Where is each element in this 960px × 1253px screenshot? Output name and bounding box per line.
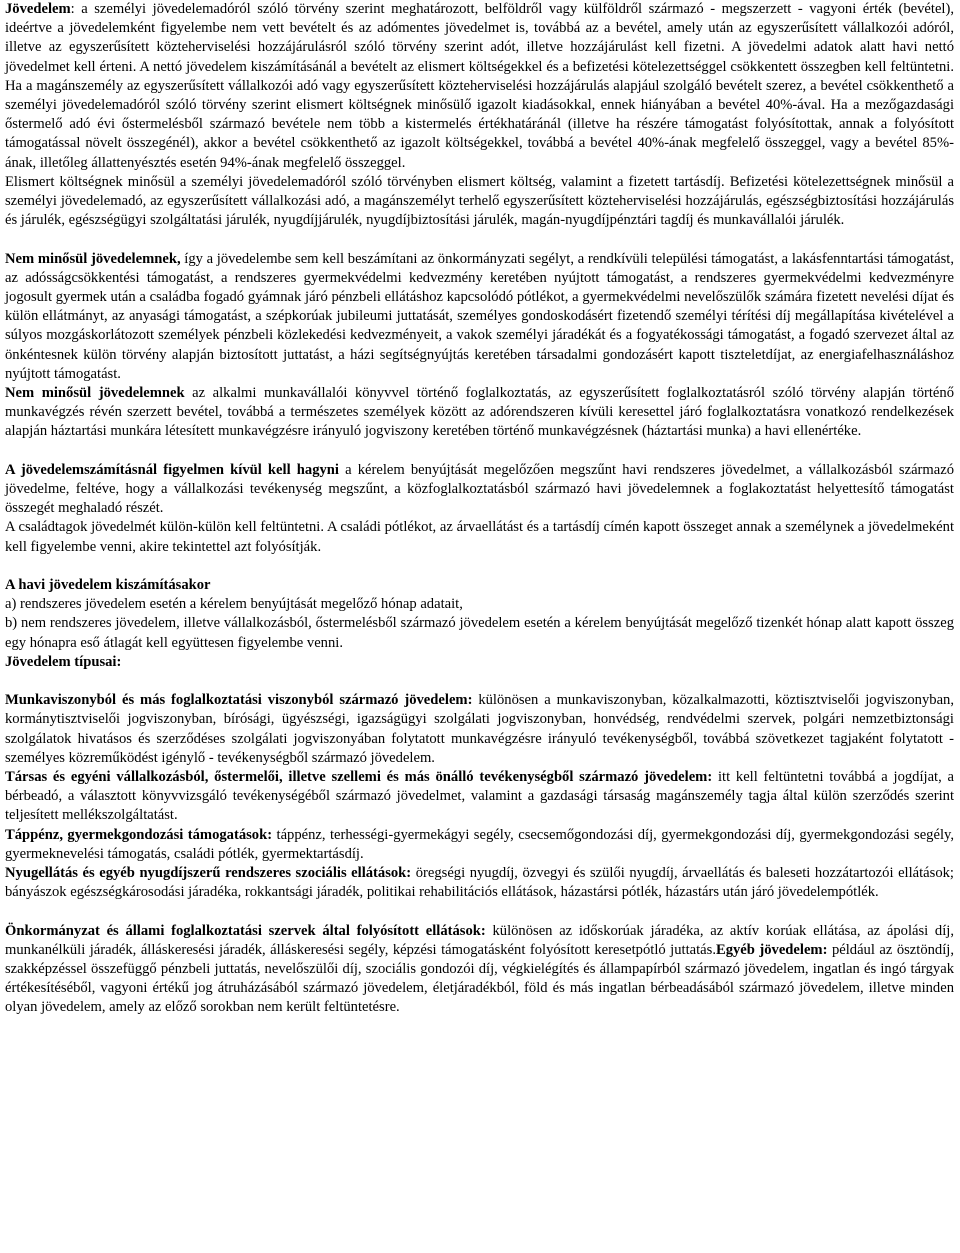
spacer [5,902,954,921]
tipus-egyeb-term: Egyéb jövedelem: [715,941,828,958]
tipus-nyugellatas-term: Nyugellátás és egyéb nyugdíjszerű rendszeres szociális ellátások: [5,865,412,882]
jovedelem-body: : a személyi jövedelemadóról szóló törvény szerint meghatározott, belföldről vagy külföldről származó - megszerzett - vagyoni érték (bevétel), ideértve a jövedelemként figyelembe nem vett bevételt és az adómentes jövedelmet is, továbbá az a bevétel, amely után az egyszerűsített vállalkozói adóról, illetve az egyszerűsített közteherviselési hozzájárulásról szóló törvény szerint adót, illetve hozzájárulást kell fizetni. A jövedelmi adatok alatt havi nettó jövedelmet kell érteni. A nettó jövedelem kiszámításánál a bevételt az elismert költségekkel és a befizetési kötelezettséggel csökkentett összegben kell feltüntetni. Ha a magánszemély az egyszerűsített vállalkozói adó vagy egyszerűsített közteherviselési hozzájárulás alapjául szolgáló bevételt szerez, a bevétel csökkenthető a személyi jövedelemadóról szóló törvény szerint elismert költségnek minősülő igazolt kiadásokkal, ennek hiányában a bevétel 40%-ával. Ha a mezőgazdasági őstermelő adó évi őstermelésből származó bevétele nem több a kistermelés értékhatáránál (illetve ha részére támogatást folyósítottak, annak a folyósított támogatással növelt összegénél), akkor a bevétel csökkenthető az igazolt költségekkel, továbbá a bevétel 40%-ának megfelelő összeggel, vagy a bevétel 85%-ának, illetőleg állattenyésztés esetén 94%-ának megfelelő összeggel. [5,1,954,171]
nem-minosul-term-2: Nem minősül jövedelemnek [5,385,185,402]
tipus-tappenz-term: Táppénz, gyermekgondozási támogatások: [5,826,273,843]
tipus-munkaviszony-term: Munkaviszonyból és más foglalkoztatási viszonyból származó jövedelem: [5,692,473,709]
nem-minosul-term-1: Nem minősül jövedelemnek, [5,250,181,267]
tipus-vallalkozas [5,768,954,826]
nem-minosul-body-2: az alkalmi munkavállalói könyvvel történő foglalkoztatás, az egyszerűsített foglalkoztatásról szóló törvény alapján történő munkavégzés révén szerzett bevétel, továbbá a természetes személyek között az adórendszeren kívüli keresettel járó foglalkoztatásra vonatkozó rendelkezések alapján háztartási munkára létesített munkavégzésre irányuló jogviszony keretében történő munkavégzésnek (háztartási munka) a havi ellenértéke. [5,385,955,440]
tipus-onkormanyzat-term: Önkormányzat és állami foglalkoztatási szervek által folyósított ellátások: [5,922,486,939]
figyelmen-kivul-term: A jövedelemszámításnál figyelmen kívül kell hagyni [5,461,339,478]
spacer [5,557,954,576]
figyelmen-kivul-body: a kérelem benyújtását megelőzően megszűnt havi rendszeres jövedelmet, a vállalkozásból származó jövedelme, feltéve, hogy a vállalkozási tevékenység megszűnt, a közfoglalkoztatásból származó havi jövedelemnek a foglakoztatást helyettesítő támogatást összegét meghaladó részét. [5,461,955,517]
tipus-nyugellatas-body: öregségi nyugdíj, özvegyi és szülői nyugdíj, árvaellátás és baleseti hozzátartozói ellátások; bányászok egészségkárosodási járadéka, rokkantsági járadék, politikai rehabilitációs ellátások, házastársi pótlék, házastárs után járó jövedelempótlék. [5,865,954,901]
tipus-vallalkozas-term: Társas és egyéni vállalkozásból, őstermelői, illetve szellemi és más önálló tevékenységből származó jövedelem: [5,769,713,786]
tipus-onkormanyzat-egyeb [5,922,954,1018]
jovedelem-definition [5,0,954,173]
tipus-egyeb-body: például az ösztöndíj, szakképzéssel összefüggő pénzbeli juttatás, nevelőszülői díj, szociális gondozói díj, végkielégítés és állampapírból származó jövedelem, ingatlan és ingó tárgyak értékesítéséből, vagyoni értékű jog átruházásából származó jövedelem, életjáradékból, föld és más ingatlan bérbeadásából származó jövedelem, illetve minden olyan jövedelem, amely az előző sorokban nem került feltüntetésre. [5,941,954,1016]
tipus-tappenz-body: táppénz, terhességi-gyermekágyi segély, csecsemőgondozási díj, gyermekgondozási díj, gyermekgondozási segély, gyermeknevelési támogatás, családi pótlék, gyermektartásdíj. [5,826,954,862]
jovedelem-tipusai-title: Jövedelem típusai: [5,653,122,670]
spacer [5,230,954,249]
tipus-munkaviszony [5,691,954,768]
nem-minosul-paragraph-2 [5,384,954,442]
jovedelem-tipusai-heading [5,653,954,672]
tipus-nyugellatas [5,864,954,902]
spacer [5,672,954,691]
elismert-koltseg-paragraph: Elismert költségnek minősül a személyi jövedelemadóról szóló törvényben elismert költség, valamint a fizetett tartásdíj. Befizetési kötelezettségnek minősül a személyi jövedelemadó, az egyszerűsített vállalkozási adó, a magánszemélyt terhelő egyszerűsített közteherviselési hozzájárulás, egészségbiztosítási hozzájárulás és járulék, egészségügyi szolgáltatási járulék, nyugdíjjárulék, nyugdíjbiztosítási járulék, magán-nyugdíjpénztári tagdíj és munkavállalói járulék. [5,173,954,229]
havi-jovedelem-item-b: b) nem rendszeres jövedelem, illetve vállalkozásból, őstermelésből származó jövedelem esetén a kérelem benyújtását megelőző tizenkét hónap alatt kapott összeg egy hónapra eső átlagát kell együttesen figyelembe venni. [5,615,954,651]
havi-jovedelem-heading [5,576,954,595]
tipus-vallalkozas-body: itt kell feltüntetni továbbá a jogdíjat, a bérbeadó, a választott könyvvizsgáló tevékenységéből származó jövedelmet, valamint a gazdasági társaság magánszemély tagja által külön szerződés szerint teljesített mellékszolgáltatást. [5,769,954,824]
spacer [5,442,954,461]
jovedelem-term: Jövedelem [5,1,71,17]
havi-jovedelem-list [5,595,954,653]
csaladtagok-paragraph: A családtagok jövedelmét külön-külön kell feltüntetni. A családi pótlékot, az árvaellátást és a tartásdíj címén kapott összeget annak a személynek a jövedelmeként kell figyelembe venni, akire tekintettel azt folyósítják. [5,519,954,555]
tipus-munkaviszony-body: különösen a munkaviszonyban, közalkalmazotti, köztisztviselői jogviszonyban, kormánytisztviselői jogviszonyban, bírósági, ügyészségi, igazságügyi szolgálati jogviszonyban, honvédség, rendvédelmi szervek, polgári nemzetbiztonsági szolgálatok hivatásos és szerződéses szolgálati jogviszonyában folytatott munkavégzésre irányuló tevékenységből, továbbá szövetkezet tagjaként folytatott - személyes közreműködést igénylő - tevékenységből származó jövedelem. [5,692,954,766]
nem-minosul-body-1: így a jövedelembe sem kell beszámítani az önkormányzati segélyt, a rendkívüli települési támogatást, a lakásfenntartási támogatást, az adósságcsökkentési támogatást, a rendszeres gyermekvédelmi kedvezmény keretében nyújtott támogatást, a rendszeres gyermekvédelmi kedvezményre jogosult gyermek után a családba fogadó gyámnak járó pénzbeli ellátáshoz kapcsolódó pótlékot, a gyermekvédelmi nevelőszülők számára fizetett nevelési díjat és külön ellátmányt, az anyasági támogatást, a szépkorúak jubileumi juttatását, személyes gondoskodásért fizetendő személyi térítési díj megállapítása kivételével a súlyos mozgáskorlátozott személyek pénzbeli közlekedési kedvezményeit, a vakok személyi járadékát és a fogyatékossági támogatást, a fogadó szervezet által az önkéntesnek külön törvény alapján biztosított juttatást, a házi segítségnyújtás keretében társadalmi gondozásért kapott tiszteletdíjat, az energiafelhasználáshoz nyújtott támogatást. [5,250,954,382]
havi-jovedelem-title: A havi jövedelem kiszámításakor [5,577,211,594]
havi-jovedelem-item-a: a) rendszeres jövedelem esetén a kérelem benyújtását megelőző hónap adatait, [5,596,463,613]
tipus-onkormanyzat-body: különösen az időskorúak járadéka, az aktív korúak ellátása, az ápolási díj, munkanélküli járadék, álláskeresési járadék, álláskeresési segély, képzési támogatásként folyósított keresetpótló juttatás. [5,922,954,958]
tipus-tappenz [5,826,954,864]
nem-minosul-paragraph-1 [5,250,954,384]
figyelmen-kivul-paragraph [5,461,954,519]
